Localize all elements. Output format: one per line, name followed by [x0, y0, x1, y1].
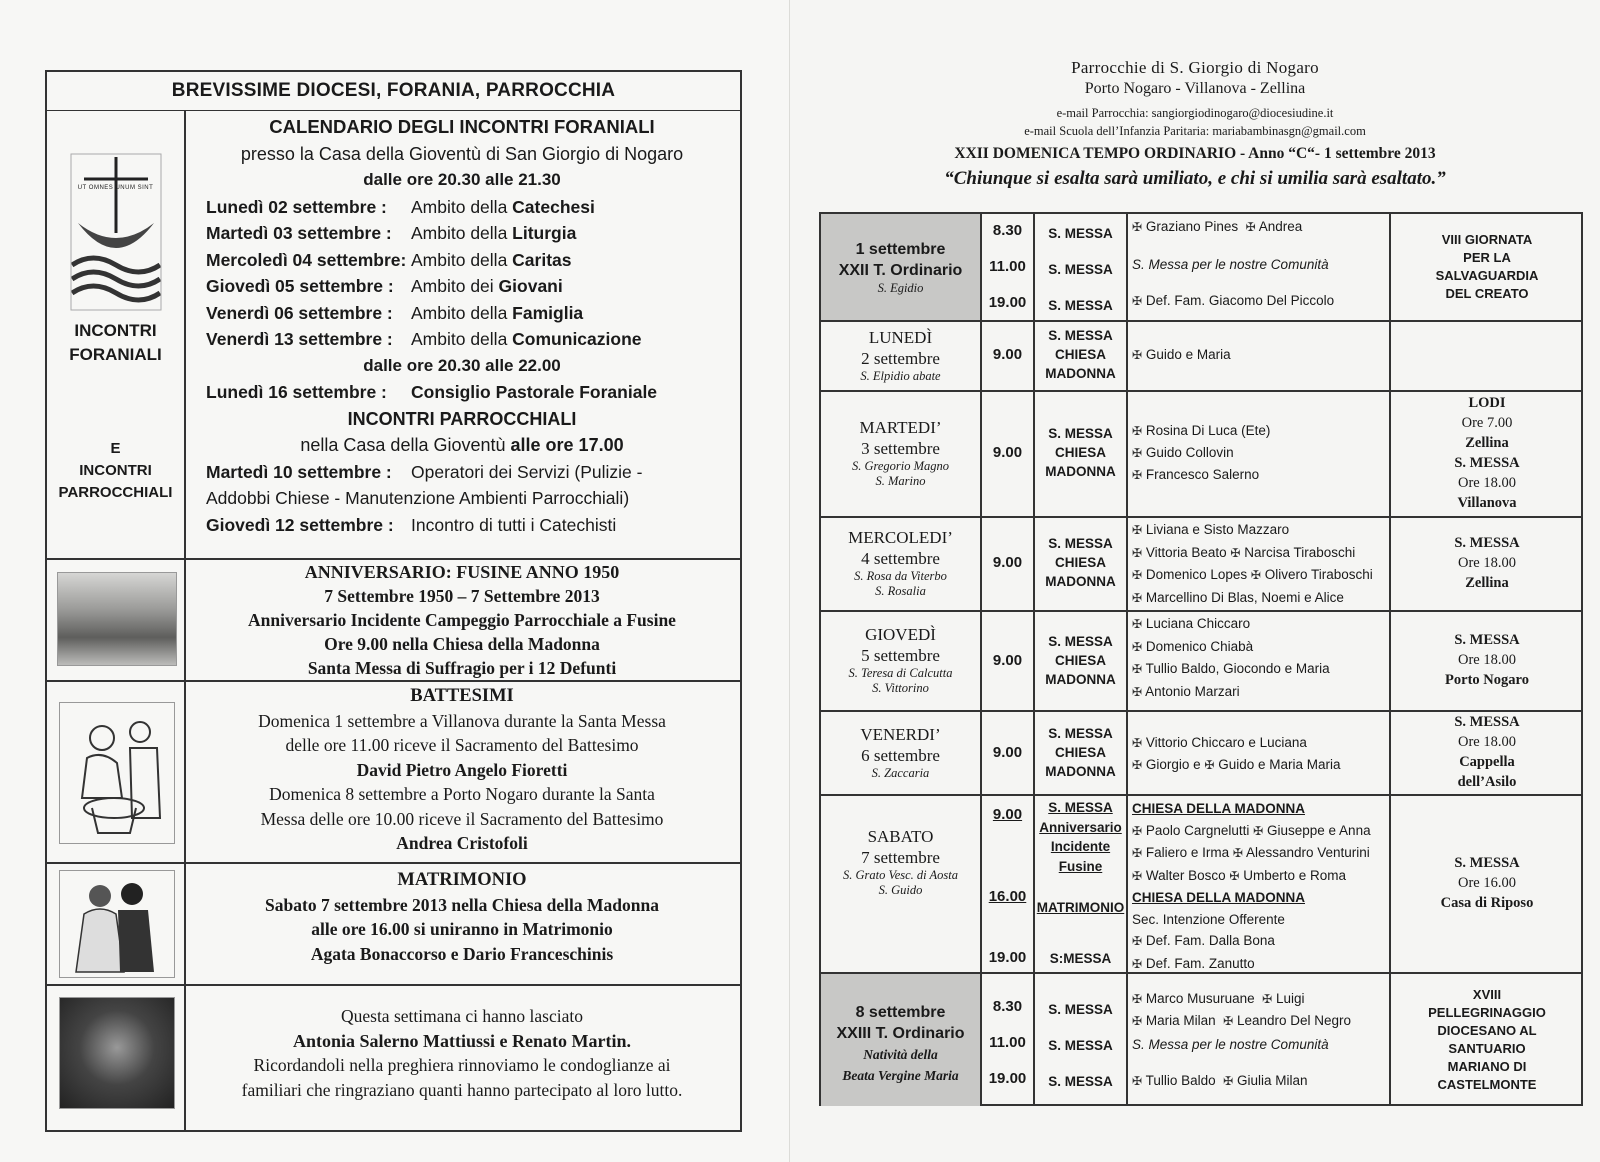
cross-icon: ✠: [1132, 736, 1143, 750]
time: 8.30: [992, 998, 1023, 1015]
parrocchiali-label: E INCONTRI PARROCCHIALI: [58, 440, 173, 501]
council-row: Lunedì 16 settembre : Consiglio Pastorale Foraniale: [206, 382, 658, 402]
cross-icon: ✠: [1132, 294, 1143, 308]
cross-icon: ✠: [1132, 823, 1143, 838]
cross-icon: ✠: [1132, 545, 1143, 560]
cross-icon: ✠: [1132, 617, 1143, 631]
baptism-icon: [62, 708, 172, 838]
intentions: CHIESA DELLA MADONNA ✠ Paolo Cargnelutti ✠ Giuseppe e Anna ✠ Faliero e Irma ✠ Alessandro Venturini ✠ Walter Bosco ✠ Umberto e Roma CHIESA DELLA MADONNA Sec. Intenzione Offerente ✠ Def. Fam. Dalla Bona ✠ Def. Fam. Zanutto: [1132, 801, 1371, 971]
intentions: ✠ Marco Musuruane ✠ Luigi ✠ Maria Milan ✠ Leandro Del Negro S. Messa per le nostre Comunità ✠ Tullio Baldo ✠ Giulia Milan: [1132, 991, 1352, 1088]
gospel-motto: “Chiunque si esalta sarà umiliato, e chi si umilia sarà esaltato.”: [944, 168, 1446, 189]
parrocchiali-row: Martedì 10 settembre : Operatori dei Servizi (Pulizie -: [206, 461, 643, 482]
day-note: S. MESSA Ore 18.00 Cappella dell’Asilo: [1454, 714, 1520, 790]
cross-icon: ✠: [1132, 590, 1143, 605]
cross-icon: ✠: [1229, 868, 1240, 883]
parrocchiali-row-cont: Addobbi Chiese - Manutenzione Ambienti Parrocchiali): [206, 488, 630, 508]
cross-icon: ✠: [1230, 545, 1241, 560]
foraniali-place: presso la Casa della Gioventù di San Giorgio di Nogaro: [240, 143, 684, 164]
cross-icon: ✠: [1245, 220, 1256, 234]
parrocchiali-row: Giovedì 12 settembre : Incontro di tutti i Catechisti: [206, 514, 617, 535]
logo-text: UT OMNES UNUM SINT: [77, 185, 154, 191]
matrimonio-section: MATRIMONIO Sabato 7 settembre 2013 nella Chiesa della Madonna alle ore 16.00 si uniranno in Matrimonio Agata Bonaccorso e Dario Franceschinis: [265, 870, 659, 964]
cross-icon: ✠: [1132, 424, 1143, 438]
mass-type: S. MESSA Anniversario Incidente Fusine: [1039, 800, 1122, 874]
intentions: ✠ Vittorio Chiccaro e Luciana ✠ Giorgio e ✠ Guido e Maria Maria: [1132, 735, 1341, 772]
cross-icon: ✠: [1132, 684, 1143, 699]
cross-icon: ✠: [1132, 523, 1143, 537]
cross-icon: ✠: [1132, 468, 1143, 482]
cross-icon: ✠: [1132, 1074, 1143, 1088]
cross-icon: ✠: [1132, 446, 1143, 460]
mass-type: S. MESSA: [1048, 1038, 1113, 1053]
email-parish: e-mail Parrocchia: sangiorgiodinogaro@diocesiudine.it: [1056, 106, 1334, 120]
diocese-logo: [47, 132, 184, 312]
day-note: S. MESSA Ore 18.00 Porto Nogaro: [1445, 632, 1529, 688]
cross-icon: ✠: [1132, 758, 1143, 772]
mass-type: S. MESSA CHIESA MADONNA: [1045, 634, 1116, 687]
time: 9.00: [992, 806, 1023, 823]
day-note: S. MESSA Ore 18.00 Zellina: [1454, 535, 1520, 591]
day-note: VIII GIORNATA PER LA SALVAGUARDIA DEL CREATO: [1435, 232, 1539, 301]
email-school: e-mail Scuola dell’Infanzia Paritaria: mariabambinasgn@gmail.com: [1024, 124, 1366, 138]
day-cell: MARTEDI’ 3 settembre S. Gregorio Magno S. Marino: [851, 418, 950, 488]
parrocchiali-title: INCONTRI PARROCCHIALI: [347, 408, 577, 429]
right-page: [790, 0, 1600, 1162]
cross-icon: ✠: [1132, 662, 1143, 676]
meeting-row: Venerdì 13 settembre : Ambito della Comunicazione: [206, 329, 642, 349]
day-cell: 1 settembre XXII T. Ordinario S. Egidio: [838, 240, 963, 295]
intentions: ✠ Rosina Di Luca (Ete) ✠ Guido Collovin ✠ Francesco Salerno: [1132, 423, 1271, 482]
foraniali-time-2: dalle ore 20.30 alle 22.00: [363, 355, 561, 375]
bulletin-table: [45, 70, 742, 1132]
left-page: [0, 0, 790, 1162]
cross-icon: ✠: [1250, 568, 1261, 582]
day-note: XVIII PELLEGRINAGGIO DIOCESANO AL SANTUARIO MARIANO DI CASTELMONTE: [1428, 987, 1546, 1092]
meeting-row: Lunedì 02 settembre : Ambito della Catechesi: [206, 196, 595, 217]
mass-type: S. MESSA: [1048, 1074, 1113, 1089]
cross-icon: ✠: [1132, 868, 1143, 883]
intentions: ✠ Graziano Pines ✠ Andrea S. Messa per le nostre Comunità ✠ Def. Fam. Giacomo Del Piccolo: [1132, 219, 1335, 308]
mass-schedule: [819, 212, 1583, 1106]
intentions: ✠ Luciana Chiccaro ✠ Domenico Chiabà ✠ Tullio Baldo, Giocondo e Maria ✠ Antonio Marzari: [1132, 616, 1330, 699]
mass-type: S. MESSA CHIESA MADONNA: [1045, 426, 1116, 479]
mass-type: S. MESSA: [1048, 226, 1113, 241]
cross-icon: ✠: [1132, 568, 1143, 582]
time: 8.30: [992, 222, 1023, 239]
foraniali-time-1: dalle ore 20.30 alle 21.30: [363, 170, 561, 189]
cross-icon: ✠: [1132, 992, 1143, 1006]
cross-icon: ✠: [1232, 846, 1243, 860]
intentions: ✠ Guido e Maria: [1132, 347, 1231, 362]
mass-type: S. MESSA CHIESA MADONNA: [1045, 726, 1116, 779]
cross-icon: ✠: [1262, 992, 1273, 1006]
mass-type: S. MESSA: [1048, 262, 1113, 277]
time: 16.00: [988, 888, 1027, 905]
cross-icon: ✠: [1132, 220, 1143, 234]
cross-icon: ✠: [1132, 934, 1143, 948]
mass-type: S. MESSA CHIESA MADONNA: [1045, 328, 1116, 381]
cross-icon: ✠: [1132, 956, 1143, 971]
time: 9.00: [992, 346, 1023, 363]
cross-icon: ✠: [1223, 1074, 1234, 1088]
mass-type: S. MESSA: [1048, 298, 1113, 313]
incontri-section: [186, 114, 738, 538]
logo-icon: [70, 153, 162, 313]
cross-icon: ✠: [1132, 1014, 1143, 1028]
lake-photo: [57, 572, 177, 666]
bulletin-header: BREVISSIME DIOCESI, FORANIA, PARROCCHIA: [47, 72, 740, 111]
cross-icon: ✠: [1223, 1014, 1234, 1028]
parish-name: Parrocchie di S. Giorgio di Nogaro: [1071, 58, 1319, 77]
cross-icon: ✠: [1204, 758, 1215, 772]
mass-type: S. MESSA CHIESA MADONNA: [1045, 536, 1116, 589]
mass-type: S. MESSA: [1048, 1002, 1113, 1017]
sunday-title: XXII DOMENICA TEMPO ORDINARIO - Anno “C“- 1 settembre 2013: [954, 145, 1436, 162]
time: 19.00: [988, 949, 1027, 966]
cross-icon: ✠: [1132, 348, 1143, 362]
parrocchiali-place: nella Casa della Gioventù alle ore 17.00: [300, 435, 624, 455]
lutto-section: Questa settimana ci hanno lasciato Antonia Salerno Mattiussi e Renato Martin. Ricordandoli nella preghiera rinnoviamo le condoglianze ai familiari che ringraziano quanti hanno partecipato al loro lutto.: [241, 1006, 683, 1100]
baptism-drawing: [59, 702, 175, 844]
day-note: S. MESSA Ore 16.00 Casa di Riposo: [1440, 855, 1534, 911]
time: 9.00: [992, 652, 1023, 669]
day-cell: GIOVEDÌ 5 settembre S. Teresa di Calcutta S. Vittorino: [848, 625, 953, 695]
time: 9.00: [992, 554, 1023, 571]
cross-icon: ✠: [1132, 846, 1143, 860]
meeting-row: Mercoledì 04 settembre: Ambito della Caritas: [206, 249, 572, 270]
mass-type: S:MESSA: [1049, 951, 1112, 966]
foraniali-title: CALENDARIO DEGLI INCONTRI FORANIALI: [269, 116, 655, 137]
meeting-row: Venerdì 06 settembre : Ambito della Famiglia: [206, 302, 584, 323]
battesimi-section: BATTESIMI Domenica 1 settembre a Villanova durante la Santa Messa delle ore 11.00 riceve il Sacramento del Battesimo David Pietro Angelo Fioretti Domenica 8 settembre a Porto Nogaro durante la Santa Messa delle ore 10.00 riceve il Sacramento del Battesimo Andrea Cristofoli: [258, 686, 666, 853]
anniversario-section: ANNIVERSARIO: FUSINE ANNO 1950 7 Settembre 1950 – 7 Settembre 2013 Anniversario Incidente Campeggio Parrocchiale a Fusine Ore 9.00 nella Chiesa della Madonna Santa Messa di Suffragio per i 12 Defunti: [248, 562, 676, 678]
meeting-row: Giovedì 05 settembre : Ambito dei Giovani: [206, 276, 563, 296]
day-cell: VENERDI’ 6 settembre S. Zaccaria: [860, 724, 941, 780]
praying-hands-image: [59, 997, 175, 1109]
intentions: ✠ Liviana e Sisto Mazzaro ✠ Vittoria Beato ✠ Narcisa Tiraboschi ✠ Domenico Lopes ✠ Olivero Tiraboschi ✠ Marcellino Di Blas, Noemi e Alice: [1132, 522, 1373, 605]
day-cell: LUNEDÌ 2 settembre S. Elpidio abate: [860, 327, 941, 383]
time: 11.00: [989, 1034, 1026, 1051]
time: 9.00: [992, 744, 1023, 761]
mass-type: MATRIMONIO: [1036, 900, 1125, 915]
time: 19.00: [988, 1070, 1027, 1087]
cross-icon: ✠: [1253, 823, 1264, 838]
day-cell: SABATO 7 settembre S. Grato Vesc. di Aosta S. Guido: [842, 827, 959, 897]
wedding-icon: [62, 874, 172, 974]
time: 11.00: [989, 258, 1026, 275]
day-cell: 8 settembre XXIII T. Ordinario Natività della Beata Vergine Maria: [836, 1004, 965, 1083]
cross-icon: ✠: [1132, 639, 1143, 654]
meeting-row: Martedì 03 settembre : Ambito della Liturgia: [206, 223, 577, 243]
day-note: LODI Ore 7.00 Zellina S. MESSA Ore 18.00 Villanova: [1454, 395, 1520, 511]
foraniali-label: INCONTRI FORANIALI: [69, 321, 162, 364]
day-cell: MERCOLEDI’ 4 settembre S. Rosa da Viterbo S. Rosalia: [848, 528, 953, 598]
time: 9.00: [992, 444, 1023, 461]
time: 19.00: [988, 294, 1027, 311]
parish-places: Porto Nogaro - Villanova - Zellina: [1084, 80, 1306, 97]
wedding-drawing: [59, 870, 175, 978]
